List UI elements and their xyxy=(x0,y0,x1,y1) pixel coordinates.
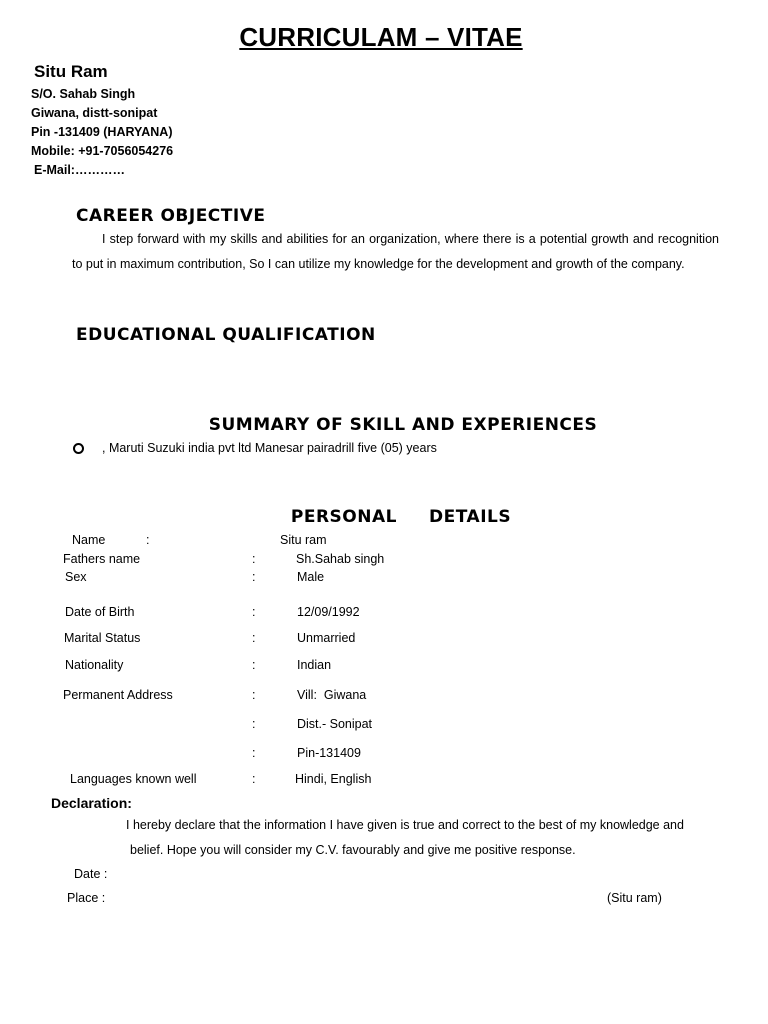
pin-line: Pin -131409 (HARYANA) xyxy=(31,125,173,139)
row-label-nationality: Nationality xyxy=(65,658,124,672)
row-value-fathers-name: Sh.Sahab singh xyxy=(296,552,385,566)
row-label-name: Name xyxy=(72,533,106,547)
row-colon: : xyxy=(252,658,256,672)
row-colon: : xyxy=(146,533,150,547)
declaration-line-1: I hereby declare that the information I have given is true and correct to the best of my knowledge and xyxy=(126,818,684,832)
date-label: Date : xyxy=(74,867,108,881)
row-colon: : xyxy=(252,688,256,702)
address-line: Giwana, distt-sonipat xyxy=(31,106,158,120)
candidate-name: Situ Ram xyxy=(34,62,108,81)
signature: (Situ ram) xyxy=(607,891,662,905)
row-value-languages: Hindi, English xyxy=(295,772,372,786)
education-heading: EDUCATIONAL QUALIFICATION xyxy=(76,325,376,345)
row-value-nationality: Indian xyxy=(297,658,332,672)
row-value-name: Situ ram xyxy=(280,533,327,547)
row-colon: : xyxy=(252,717,256,731)
row-colon: : xyxy=(252,772,256,786)
row-value-sex: Male xyxy=(297,570,325,584)
row-label-fathers-name: Fathers name xyxy=(63,552,141,566)
father-line: S/O. Sahab Singh xyxy=(31,87,136,101)
row-label-marital-status: Marital Status xyxy=(64,631,141,645)
row-value-dob: 12/09/1992 xyxy=(297,605,360,619)
declaration-line-2: belief. Hope you will consider my C.V. favourably and give me positive response. xyxy=(130,843,576,857)
email-line: E-Mail:………… xyxy=(34,163,125,177)
row-value-address-district: Dist.- Sonipat xyxy=(297,717,373,731)
row-colon: : xyxy=(252,605,256,619)
row-label-sex: Sex xyxy=(65,570,87,584)
row-label-dob: Date of Birth xyxy=(65,605,135,619)
place-label: Place : xyxy=(67,891,106,905)
career-objective-body: I step forward with my skills and abilities for an organization, where there is a potential growth and recognition to put in maximum contribution, So I can utilize my knowledge for the development and growth of the company. xyxy=(72,232,719,271)
row-colon: : xyxy=(252,631,256,645)
career-objective-heading: CAREER OBJECTIVE xyxy=(76,206,266,226)
skill-item: , Maruti Suzuki india pvt ltd Manesar pairadrill five (05) years xyxy=(102,441,437,455)
row-colon: : xyxy=(252,570,256,584)
row-colon: : xyxy=(252,552,256,566)
career-objective-text xyxy=(72,227,719,277)
mobile-line: Mobile: +91-7056054276 xyxy=(31,144,174,158)
personal-details-heading: PERSONAL DETAILS xyxy=(290,507,512,527)
row-label-permanent-address: Permanent Address xyxy=(63,688,173,702)
row-colon: : xyxy=(252,746,256,760)
row-label-languages: Languages known well xyxy=(70,772,197,786)
row-value-marital-status: Unmarried xyxy=(297,631,356,645)
skills-heading: SUMMARY OF SKILL AND EXPERIENCES xyxy=(208,415,598,435)
row-value-address-village: Vill: Giwana xyxy=(297,688,367,702)
row-value-address-pin: Pin-131409 xyxy=(297,746,361,760)
declaration-heading: Declaration: xyxy=(51,795,132,811)
bullet-circle-icon xyxy=(73,443,84,454)
document-title: CURRICULAM – VITAE xyxy=(239,22,523,52)
